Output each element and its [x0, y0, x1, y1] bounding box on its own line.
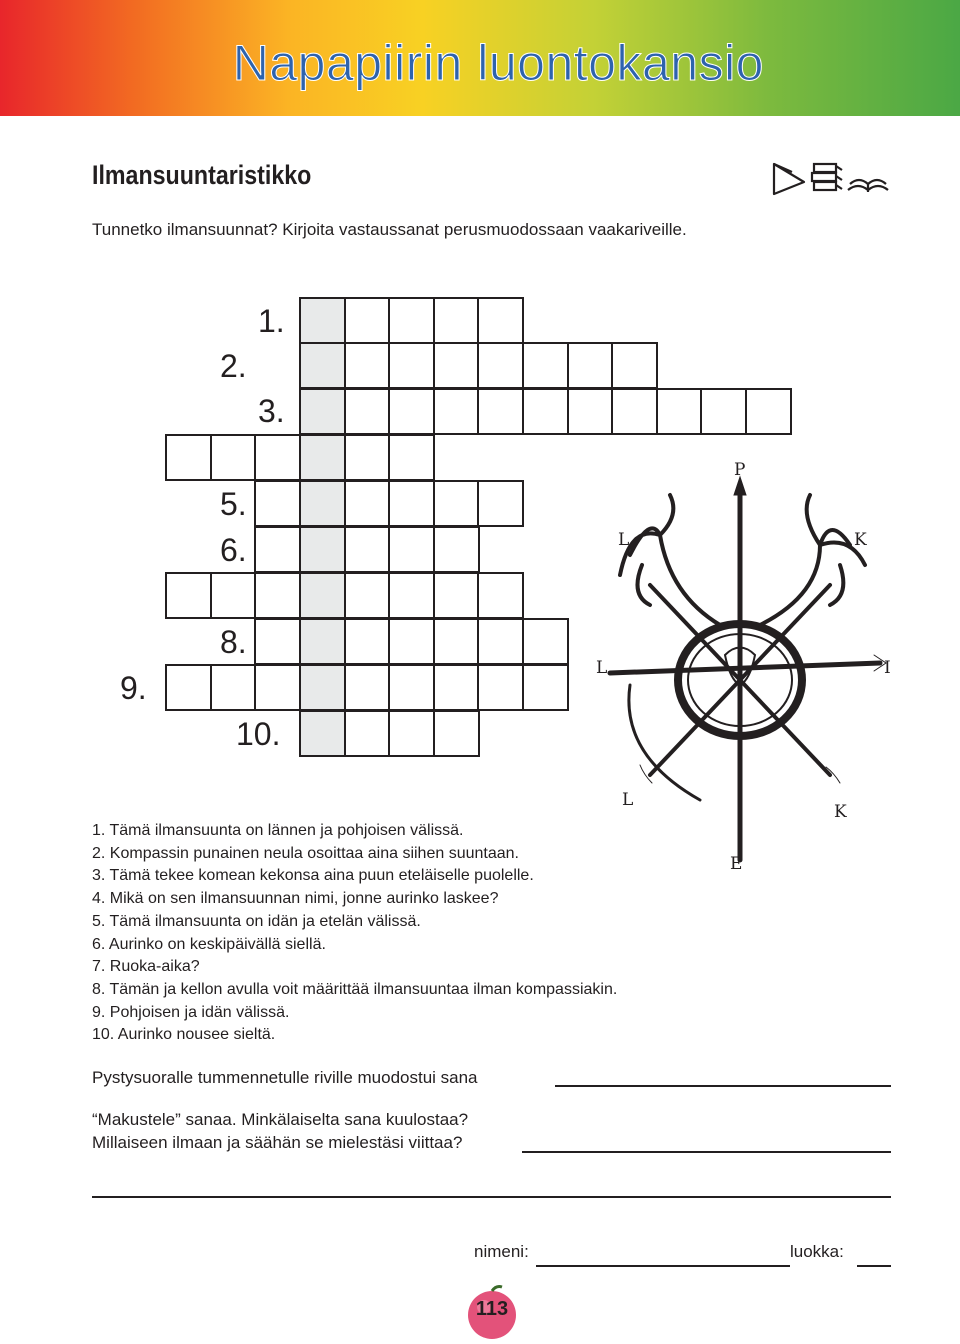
- clue-item: 2. Kompassin punainen neula osoittaa aina siihen suuntaan.: [92, 844, 519, 862]
- compass-letter-upper-left: L: [618, 530, 630, 550]
- extra-answer-line[interactable]: [92, 1196, 891, 1198]
- crossword-cell[interactable]: [344, 664, 391, 711]
- crossword-cell-highlighted[interactable]: [299, 388, 346, 435]
- crossword-cell[interactable]: [388, 618, 435, 665]
- compass-letter-lower-right: K: [834, 802, 847, 822]
- row-number: 2.: [220, 348, 247, 384]
- crossword-cell-highlighted[interactable]: [299, 342, 346, 389]
- compass-letter-upper-right: K: [854, 530, 867, 550]
- clue-item: 5. Tämä ilmansuunta on idän ja etelän välissä.: [92, 912, 421, 930]
- crossword-cell[interactable]: [611, 388, 658, 435]
- crossword-cell-highlighted[interactable]: [299, 480, 346, 527]
- banner-title: Napapiirin luontokansio: [232, 35, 764, 91]
- crossword-cell[interactable]: [388, 388, 435, 435]
- crossword-cell[interactable]: [522, 342, 569, 389]
- clue-item: 9. Pohjoisen ja idän välissä.: [92, 1003, 290, 1021]
- crossword-cell[interactable]: [210, 664, 257, 711]
- crossword-cell[interactable]: [344, 526, 391, 573]
- taste-answer-line[interactable]: [522, 1151, 891, 1153]
- clue-item: 10. Aurinko nousee sieltä.: [92, 1026, 276, 1044]
- crossword-cell[interactable]: [254, 480, 301, 527]
- crossword-cell[interactable]: [344, 710, 391, 757]
- crossword-cell[interactable]: [567, 342, 614, 389]
- crossword-cell[interactable]: [254, 618, 301, 665]
- crossword-cell[interactable]: [254, 572, 301, 619]
- crossword-cell-highlighted[interactable]: [299, 526, 346, 573]
- crossword-cell[interactable]: [433, 572, 480, 619]
- clue-list: [92, 820, 617, 1047]
- heading-icons: [770, 160, 890, 200]
- crossword-cell[interactable]: [344, 480, 391, 527]
- class-label: luokka:: [790, 1242, 844, 1261]
- crossword-cell[interactable]: [700, 388, 747, 435]
- clue-item: 4. Mikä on sen ilmansuunnan nimi, jonne aurinko laskee?: [92, 890, 499, 908]
- crossword-cell[interactable]: [433, 342, 480, 389]
- pencil-icon: [774, 164, 804, 194]
- crossword-cell[interactable]: [477, 342, 524, 389]
- compass-letter-bottom: E: [730, 854, 743, 874]
- crossword-cell[interactable]: [522, 664, 569, 711]
- crossword-cell[interactable]: [433, 388, 480, 435]
- crossword-cell[interactable]: [656, 388, 703, 435]
- clue-item: 6. Aurinko on keskipäivällä siellä.: [92, 935, 326, 953]
- row-number: 5.: [220, 486, 247, 522]
- row-number: 6.: [220, 532, 247, 568]
- vertical-word-question: Pystysuoralle tummennetulle riville muodostui sana: [92, 1068, 478, 1087]
- crossword-cell[interactable]: [388, 664, 435, 711]
- instructions: Tunnetko ilmansuunnat? Kirjoita vastaussanat perusmuodossaan vaakariveille.: [92, 220, 687, 239]
- crossword-cell[interactable]: [433, 710, 480, 757]
- clue-item: 3. Tämä tekee komean kekonsa aina puun eteläiselle puolelle.: [92, 867, 534, 885]
- page-number: 113: [475, 1298, 509, 1320]
- crossword-cell-highlighted[interactable]: [299, 572, 346, 619]
- compass-letter-top: P: [734, 460, 746, 480]
- crossword-cell[interactable]: [388, 526, 435, 573]
- crossword-cell[interactable]: [344, 342, 391, 389]
- crossword-cell[interactable]: [477, 480, 524, 527]
- crossword-cell[interactable]: [477, 572, 524, 619]
- crossword-cell[interactable]: [388, 342, 435, 389]
- crossword-cell[interactable]: [344, 434, 391, 481]
- crossword-cell[interactable]: [477, 618, 524, 665]
- crossword-cell[interactable]: [433, 664, 480, 711]
- row-number: 3.: [258, 393, 285, 429]
- crossword-cell[interactable]: [388, 710, 435, 757]
- crossword-cell-highlighted[interactable]: [299, 710, 346, 757]
- crossword-cell[interactable]: [344, 572, 391, 619]
- crossword-cell[interactable]: [567, 388, 614, 435]
- crossword-cell-highlighted[interactable]: [299, 434, 346, 481]
- crossword-cell[interactable]: [477, 388, 524, 435]
- header-banner: [0, 0, 960, 116]
- worksheet-title: Ilmansuuntaristikko: [92, 160, 312, 190]
- open-book-icon: [848, 180, 888, 192]
- crossword-cell[interactable]: [165, 434, 212, 481]
- vertical-word-answer-line[interactable]: [555, 1085, 891, 1087]
- antler-compass-illustration: [590, 455, 905, 875]
- crossword-cell[interactable]: [433, 618, 480, 665]
- crossword-cell[interactable]: [388, 297, 435, 344]
- clue-item: 7. Ruoka-aika?: [92, 958, 200, 976]
- crossword-cell[interactable]: [254, 664, 301, 711]
- taste-question-line1: “Makustele” sanaa. Minkälaiselta sana kuulostaa?: [92, 1110, 469, 1129]
- crossword-cell[interactable]: [344, 388, 391, 435]
- crossword-cell[interactable]: [522, 388, 569, 435]
- crossword-cell[interactable]: [165, 572, 212, 619]
- crossword-cell[interactable]: [477, 297, 524, 344]
- name-label: nimeni:: [474, 1242, 529, 1261]
- crossword-cell[interactable]: [210, 572, 257, 619]
- clue-item: 1. Tämä ilmansuunta on lännen ja pohjoisen välissä.: [92, 822, 464, 839]
- row-number: 1.: [258, 303, 285, 339]
- crossword-cell[interactable]: [254, 526, 301, 573]
- crossword-cell[interactable]: [165, 664, 212, 711]
- crossword-cell[interactable]: [388, 480, 435, 527]
- compass-letter-lower-left: L: [622, 790, 634, 810]
- crossword-cell[interactable]: [344, 618, 391, 665]
- row-number: 10.: [236, 716, 281, 752]
- crossword-cell[interactable]: [388, 434, 435, 481]
- crossword-cell[interactable]: [433, 526, 480, 573]
- crossword-cell[interactable]: [477, 664, 524, 711]
- crossword-cell-highlighted[interactable]: [299, 297, 346, 344]
- crossword-cell-highlighted[interactable]: [299, 618, 346, 665]
- crossword-cell[interactable]: [433, 480, 480, 527]
- crossword-cell[interactable]: [210, 434, 257, 481]
- taste-question-line2: Millaiseen ilmaan ja säähän se mielestäsi viittaa?: [92, 1133, 463, 1152]
- clue-item: 8. Tämän ja kellon avulla voit määrittää ilmansuuntaa ilman kompassiakin.: [92, 980, 618, 998]
- crossword-cell[interactable]: [611, 342, 658, 389]
- crossword-cell[interactable]: [388, 572, 435, 619]
- crossword-cell[interactable]: [745, 388, 792, 435]
- class-field[interactable]: [857, 1265, 891, 1267]
- crossword-cell[interactable]: [522, 618, 569, 665]
- name-field[interactable]: [536, 1265, 790, 1267]
- books-icon: [812, 164, 842, 190]
- crossword-cell[interactable]: [433, 297, 480, 344]
- crossword-cell[interactable]: [254, 434, 301, 481]
- crossword-cell-highlighted[interactable]: [299, 664, 346, 711]
- compass-letter-left: L: [596, 658, 608, 678]
- row-number: 8.: [220, 624, 247, 660]
- crossword-cell[interactable]: [344, 297, 391, 344]
- compass-letter-right: I: [884, 658, 891, 678]
- row-number: 9.: [120, 670, 147, 706]
